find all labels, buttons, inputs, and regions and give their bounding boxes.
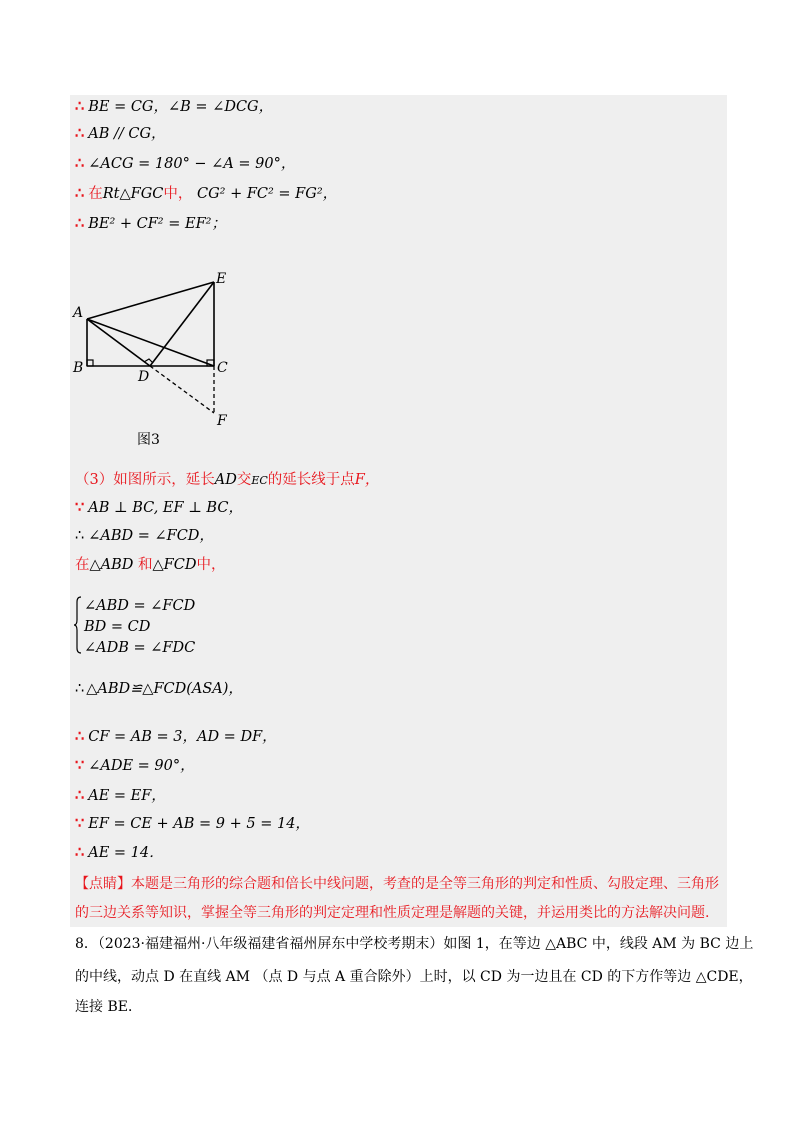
part3-intro: （3）如图所示，延长AD交EC的延长线于点F， (75, 472, 380, 488)
geometry-figure-3 (70, 265, 240, 450)
sol-line-1: ∴ BE = CG，∠B = ∠DCG， (75, 98, 274, 115)
point-label-d: D (138, 369, 150, 385)
result-line-3: ∴ AE = EF， (75, 787, 166, 804)
result-line-1: ∴ CF = AB = 3，AD = DF， (75, 728, 277, 745)
point-label-b: B (73, 360, 84, 376)
question-8-line-1: 8．（2023·福建福州·八年级福建省福州屏东中学校考期末）如图 1，在等边 △ABC 中，线段 AM 为 BC 边上 (75, 936, 754, 952)
system-brace (74, 596, 82, 654)
part3-triangles-line: 在△ABD 和△FCD中， (75, 557, 226, 573)
system-eq-1: ∠ABD = ∠FCD (84, 598, 196, 614)
system-eq-2: BD = CD (84, 619, 151, 635)
comment-line-2: 的三边关系等知识，掌握全等三角形的判定定理和性质定理是解题的关键，并运用类比的方法解决问题. (75, 905, 710, 921)
comment-line-1: 【点睛】本题是三角形的综合题和倍长中线问题，考查的是全等三角形的判定和性质、勾股定理、三角形 (75, 876, 719, 892)
congruence-line: ∴ △ABD≌△FCD(ASA)， (75, 681, 243, 697)
result-line-5: ∴ AE = 14． (75, 844, 164, 861)
figure-caption: 图3 (137, 432, 160, 448)
result-line-2: ∵ ∠ADE = 90°， (75, 757, 195, 774)
part3-angle-line: ∴ ∠ABD = ∠FCD， (75, 528, 214, 544)
point-label-e: E (216, 271, 227, 287)
point-label-f: F (217, 413, 227, 429)
sol-line-5: ∴ BE² + CF² = EF²； (75, 215, 226, 232)
result-line-4: ∵ EF = CE + AB = 9 + 5 = 14， (75, 815, 310, 832)
question-8-line-3: 连接 BE． (75, 999, 142, 1015)
sol-line-2: ∴ AB // CG， (75, 125, 166, 142)
system-eq-3: ∠ADB = ∠FDC (84, 640, 196, 656)
question-8-line-2: 的中线，动点 D 在直线 AM （点 D 与点 A 重合除外）上时，以 CD 为一边且在 CD 的下方作等边 △CDE， (75, 969, 753, 985)
point-label-c: C (217, 360, 228, 376)
sol-line-4: ∴ 在Rt△FGC中， CG² + FC² = FG²， (75, 185, 338, 202)
point-label-a: A (73, 305, 84, 321)
sol-line-3: ∴ ∠ACG = 180° − ∠A = 90°， (75, 155, 296, 172)
part3-perp-line: ∵ AB ⊥ BC, EF ⊥ BC， (75, 499, 243, 516)
